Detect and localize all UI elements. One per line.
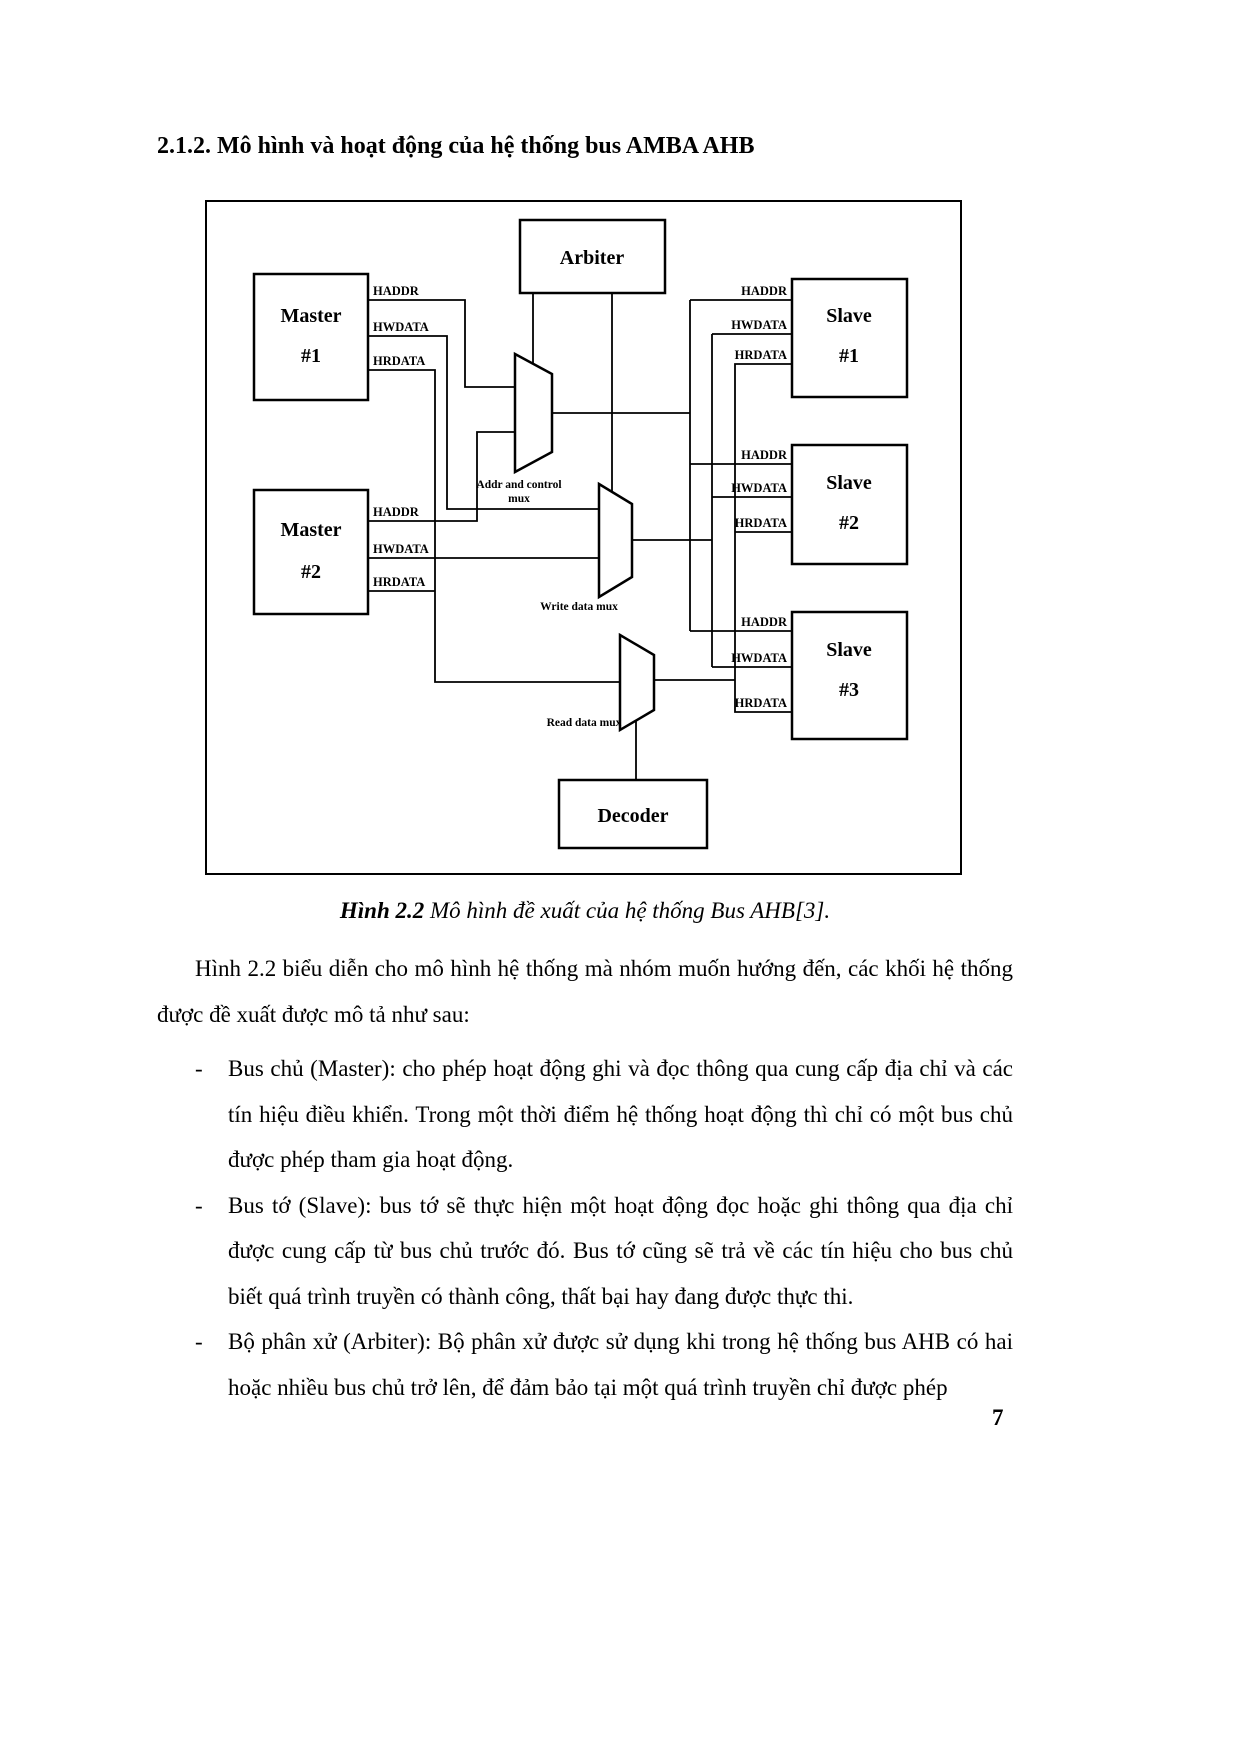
addr-control-mux-shape — [515, 354, 552, 472]
slave2-hrdata-label: HRDATA — [734, 516, 787, 530]
read-mux-label: Read data mux — [546, 717, 622, 729]
addr-mux-label-line1: Addr and control — [476, 479, 562, 491]
list-item — [195, 1319, 1013, 1410]
master-signal-labels — [373, 284, 429, 589]
write-data-mux-shape — [599, 484, 632, 597]
slave1-hwdata-label: HWDATA — [731, 318, 787, 332]
slave3-number: #3 — [839, 679, 859, 701]
slave3-haddr-label: HADDR — [741, 615, 787, 629]
page-number: 7 — [992, 1405, 1004, 1430]
wire-master1-haddr — [368, 300, 515, 387]
figure-caption-label: Hình 2.2 — [339, 898, 425, 923]
slave1-block — [792, 279, 907, 397]
master1-block — [254, 274, 368, 400]
master1-number: #1 — [301, 345, 321, 367]
arbiter-label: Arbiter — [559, 247, 625, 269]
list-marker: - — [195, 1056, 203, 1081]
master2-number: #2 — [301, 561, 321, 583]
list-item — [195, 1046, 1013, 1183]
bullet-list — [195, 1046, 1013, 1410]
slave1-number: #1 — [839, 345, 859, 367]
slave1-hrdata-label: HRDATA — [734, 348, 787, 362]
master2-haddr-label: HADDR — [373, 505, 419, 519]
slave1-label: Slave — [826, 305, 872, 327]
write-mux-label: Write data mux — [540, 601, 618, 613]
bus-diagram — [207, 202, 960, 873]
diagram-blocks — [254, 220, 907, 848]
slave2-number: #2 — [839, 512, 859, 534]
master2-hwdata-label: HWDATA — [373, 542, 429, 556]
list-marker: - — [195, 1329, 203, 1355]
list-item — [195, 1183, 1013, 1320]
master2-block — [254, 490, 368, 614]
slave2-haddr-label: HADDR — [741, 448, 787, 462]
slave2-hwdata-label: HWDATA — [731, 481, 787, 495]
addr-mux-label-line2: mux — [508, 493, 530, 505]
master1-hrdata-label: HRDATA — [373, 354, 426, 368]
figure-caption — [157, 898, 1013, 924]
slave3-block — [792, 612, 907, 739]
master1-label: Master — [280, 305, 342, 327]
bus-wires — [368, 293, 792, 780]
list-item-text: Bộ phân xử (Arbiter): Bộ phân xử được sử dụng khi trong hệ thống bus AHB có hai hoặc nhiều bus chủ trở lên, để đảm bảo tại một quá trình truyền chỉ được phép — [228, 1329, 1013, 1400]
intro-paragraph: Hình 2.2 biểu diễn cho mô hình hệ thống mà nhóm muốn hướng đến, các khối hệ thống được đề xuất được mô tả như sau: — [157, 956, 1013, 1027]
list-item-text: Bus chủ (Master): cho phép hoạt động ghi và đọc thông qua cung cấp địa chỉ và các tín hiệu điều khiển. Trong một thời điểm hệ thống hoạt động thì chỉ có một bus chủ được phép tham gia hoạt động. — [228, 1056, 1013, 1173]
slave3-label: Slave — [826, 639, 872, 661]
list-item-text: Bus tớ (Slave): bus tớ sẽ thực hiện một hoạt động đọc hoặc ghi thông qua địa chỉ được cung cấp từ bus chủ trước đó. Bus tớ cũng sẽ trả về các tín hiệu cho bus chủ biết quá trình truyền có thành công, thất bại hay đang được thực thi. — [228, 1192, 1013, 1309]
decoder-label: Decoder — [597, 805, 669, 827]
figure-caption-text: Mô hình đề xuất của hệ thống Bus AHB[3]. — [424, 898, 831, 923]
slave2-label: Slave — [826, 472, 872, 494]
slave1-haddr-label: HADDR — [741, 284, 787, 298]
wire-read-mux-to-master1-hrdata — [368, 370, 620, 682]
slave3-hwdata-label: HWDATA — [731, 651, 787, 665]
read-data-mux-shape — [620, 635, 654, 730]
list-marker: - — [195, 1192, 203, 1218]
slave3-hrdata-label: HRDATA — [734, 696, 787, 710]
master1-hwdata-label: HWDATA — [373, 320, 429, 334]
master1-haddr-label: HADDR — [373, 284, 419, 298]
slave2-block — [792, 445, 907, 564]
master2-label: Master — [280, 519, 342, 541]
section-heading: 2.1.2. Mô hình và hoạt động của hệ thống bus AMBA AHB — [157, 133, 755, 159]
master2-hrdata-label: HRDATA — [373, 575, 426, 589]
figure-frame — [205, 200, 962, 875]
